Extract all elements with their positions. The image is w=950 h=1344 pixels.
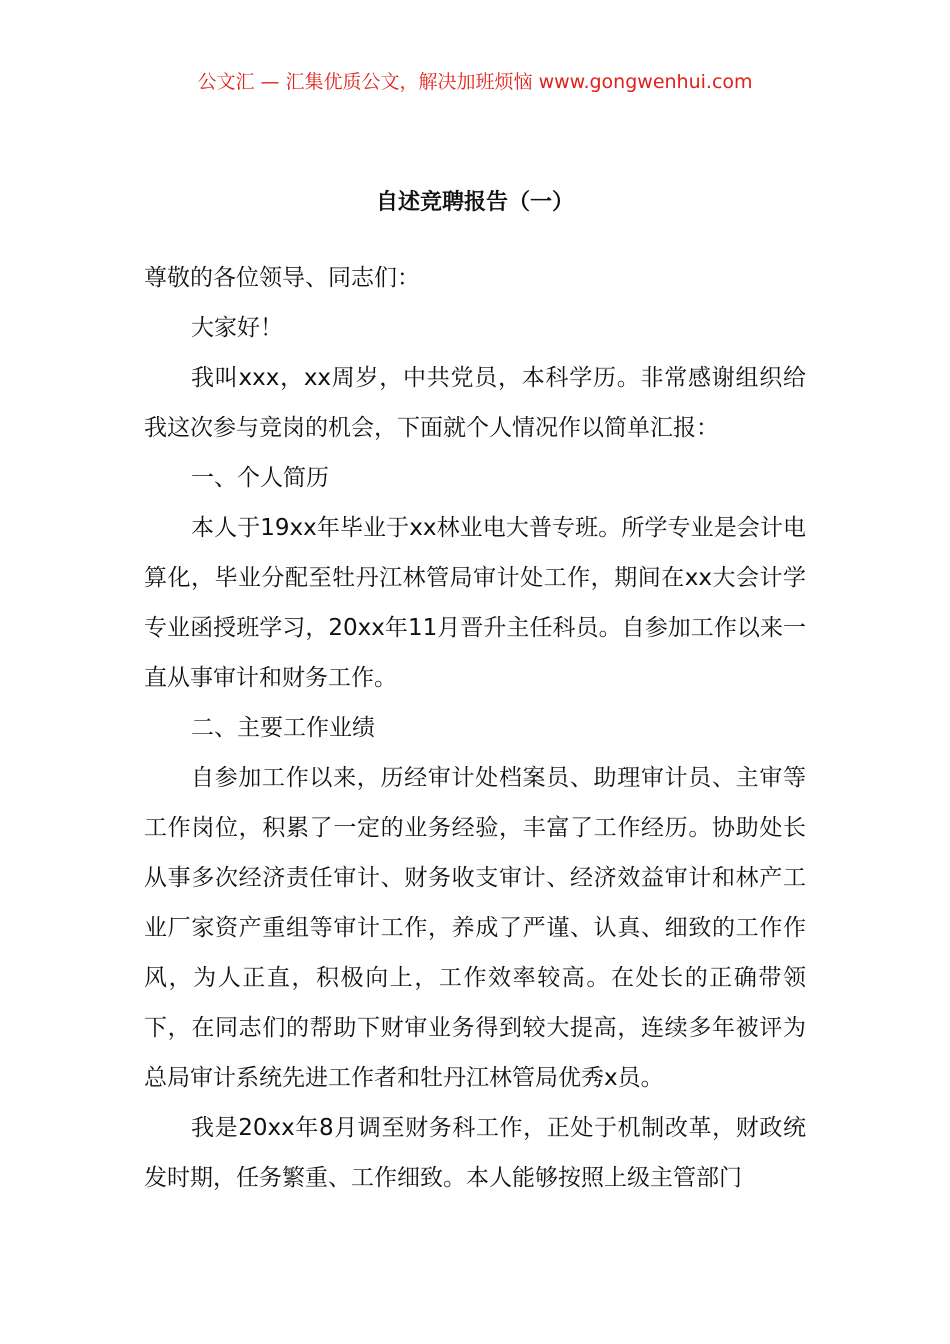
paragraph-finance: 我是20xx年8月调至财务科工作，正处于机制改革，财政统发时期，任务繁重、工作细致。本人能够按照上级主管部门 xyxy=(144,1115,806,1191)
section-heading-achievements: 二、主要工作业绩 xyxy=(191,715,375,741)
paragraph-intro: 我叫xxx，xx周岁，中共党员，本科学历。非常感谢组织给我这次参与竞岗的机会，下面就个人情况作以简单汇报： xyxy=(144,365,806,441)
paragraph-achievements: 自参加工作以来，历经审计处档案员、助理审计员、主审等工作岗位，积累了一定的业务经验，丰富了工作经历。协助处长从事多次经济责任审计、财务收支审计、经济效益审计和林产工业厂家资产重组等审计工作，养成了严谨、认真、细致的工作作风，为人正直，积极向上，工作效率较高。在处长的正确带领下，在同志们的帮助下财审业务得到较大提高，连续多年被评为总局审计系统先进工作者和牡丹江林管局优秀x员。 xyxy=(144,765,806,1091)
header-banner: 公文汇 — 汇集优质公文，解决加班烦恼 www.gongwenhui.com xyxy=(197,71,753,93)
salutation: 尊敬的各位领导、同志们： xyxy=(144,265,420,291)
document-body xyxy=(144,253,806,1203)
section-heading-resume: 一、个人简历 xyxy=(191,465,329,491)
document-title: 自述竞聘报告（一） xyxy=(375,190,574,215)
greeting: 大家好！ xyxy=(191,315,283,341)
paragraph-resume: 本人于19xx年毕业于xx林业电大普专班。所学专业是会计电算化，毕业分配至牡丹江林管局审计处工作，期间在xx大会计学专业函授班学习，20xx年11月晋升主任科员。自参加工作以来一直从事审计和财务工作。 xyxy=(144,515,806,691)
